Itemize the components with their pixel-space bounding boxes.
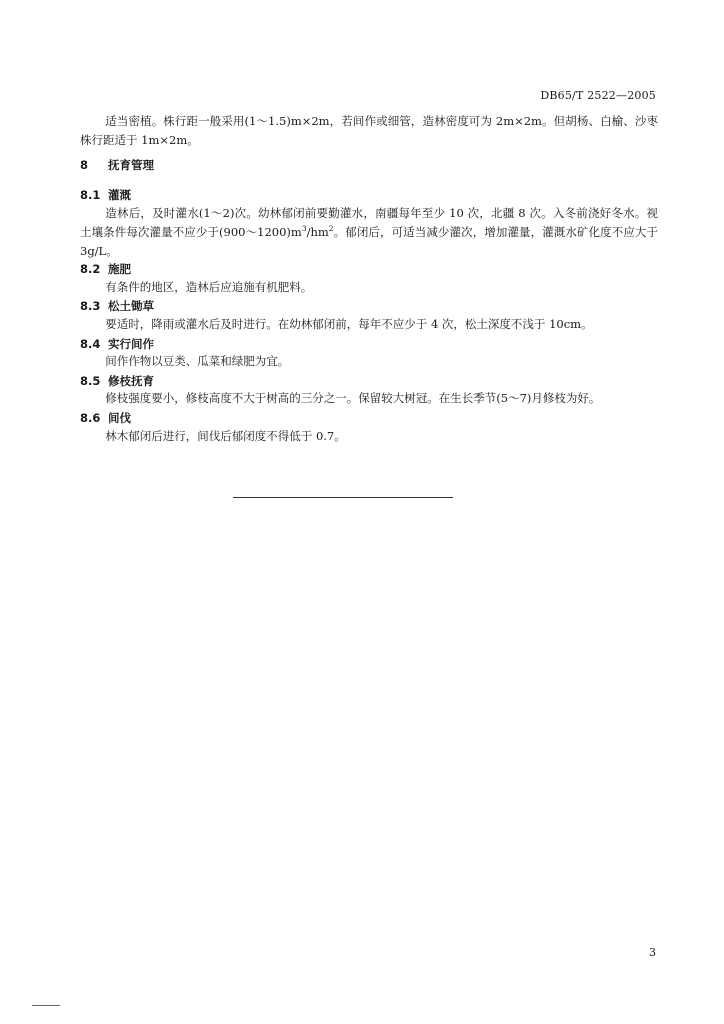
section-8-1-paragraph — [80, 204, 658, 261]
section-8-4-paragraph: 间作作物以豆类、瓜菜和绿肥为宜。 — [105, 354, 290, 368]
superscript: 3 — [301, 224, 307, 234]
intro-paragraph: 适当密植。株行距一般采用(1～1.5)m×2m，若间作或细管，造林密度可为 2m×2m。但胡杨、白榆、沙枣株行距适于 1m×2m。 — [80, 114, 658, 147]
section-8-4-heading — [80, 336, 154, 352]
section-title: 抚育管理 — [108, 158, 154, 172]
section-8-1-heading — [80, 187, 131, 203]
text-run: /hm — [306, 225, 329, 239]
end-of-document-rule — [233, 497, 453, 498]
document-code: DB65/T 2522—2005 — [540, 89, 656, 102]
section-number: 8 — [80, 158, 89, 172]
section-title: 间伐 — [108, 411, 131, 425]
section-8-5-paragraph: 修枝强度要小，修枝高度不大于树高的三分之一。保留较大树冠。在生长季节(5～7)月修枝为好。 — [105, 391, 601, 405]
section-title: 施肥 — [108, 262, 131, 276]
section-title: 松土锄草 — [108, 299, 154, 313]
section-8-heading — [80, 157, 154, 173]
section-number: 8.2 — [80, 262, 101, 276]
section-number: 8.6 — [80, 411, 101, 425]
section-8-2-heading — [80, 261, 131, 277]
section-8-3-heading — [80, 298, 154, 314]
section-8-3-paragraph: 要适时，降雨或灌水后及时进行。在幼林郁闭前，每年不应少于 4 次，松土深度不浅于 10cm。 — [105, 317, 593, 331]
section-8-2-paragraph: 有条件的地区，造林后应追施有机肥料。 — [105, 280, 313, 294]
section-8-5-heading — [80, 373, 154, 389]
section-8-6-heading — [80, 410, 131, 426]
text-run: 造林后，及时灌水(1～2)次。幼林郁闭前要勤灌水，南疆每年至少 10 次，北疆 8 次。入冬前浇好冬水。视土壤条件每次灌量不应少于(900～1200)m — [80, 206, 658, 239]
section-number: 8.4 — [80, 337, 101, 351]
section-number: 8.1 — [80, 188, 101, 202]
section-number: 8.3 — [80, 299, 101, 313]
section-8-6-paragraph: 林木郁闭后进行，间伐后郁闭度不得低于 0.7。 — [105, 429, 346, 443]
page-number: 3 — [649, 946, 656, 959]
section-title: 实行间作 — [108, 337, 154, 351]
superscript: 2 — [328, 224, 334, 234]
text-run: 。郁闭后，可适当减少灌次，增加灌量，灌溉水矿化度不应大于 3g/L。 — [80, 225, 658, 258]
section-title: 修枝抚育 — [108, 374, 154, 388]
corner-scan-mark — [32, 1005, 60, 1006]
section-title: 灌溉 — [108, 188, 131, 202]
section-number: 8.5 — [80, 374, 101, 388]
